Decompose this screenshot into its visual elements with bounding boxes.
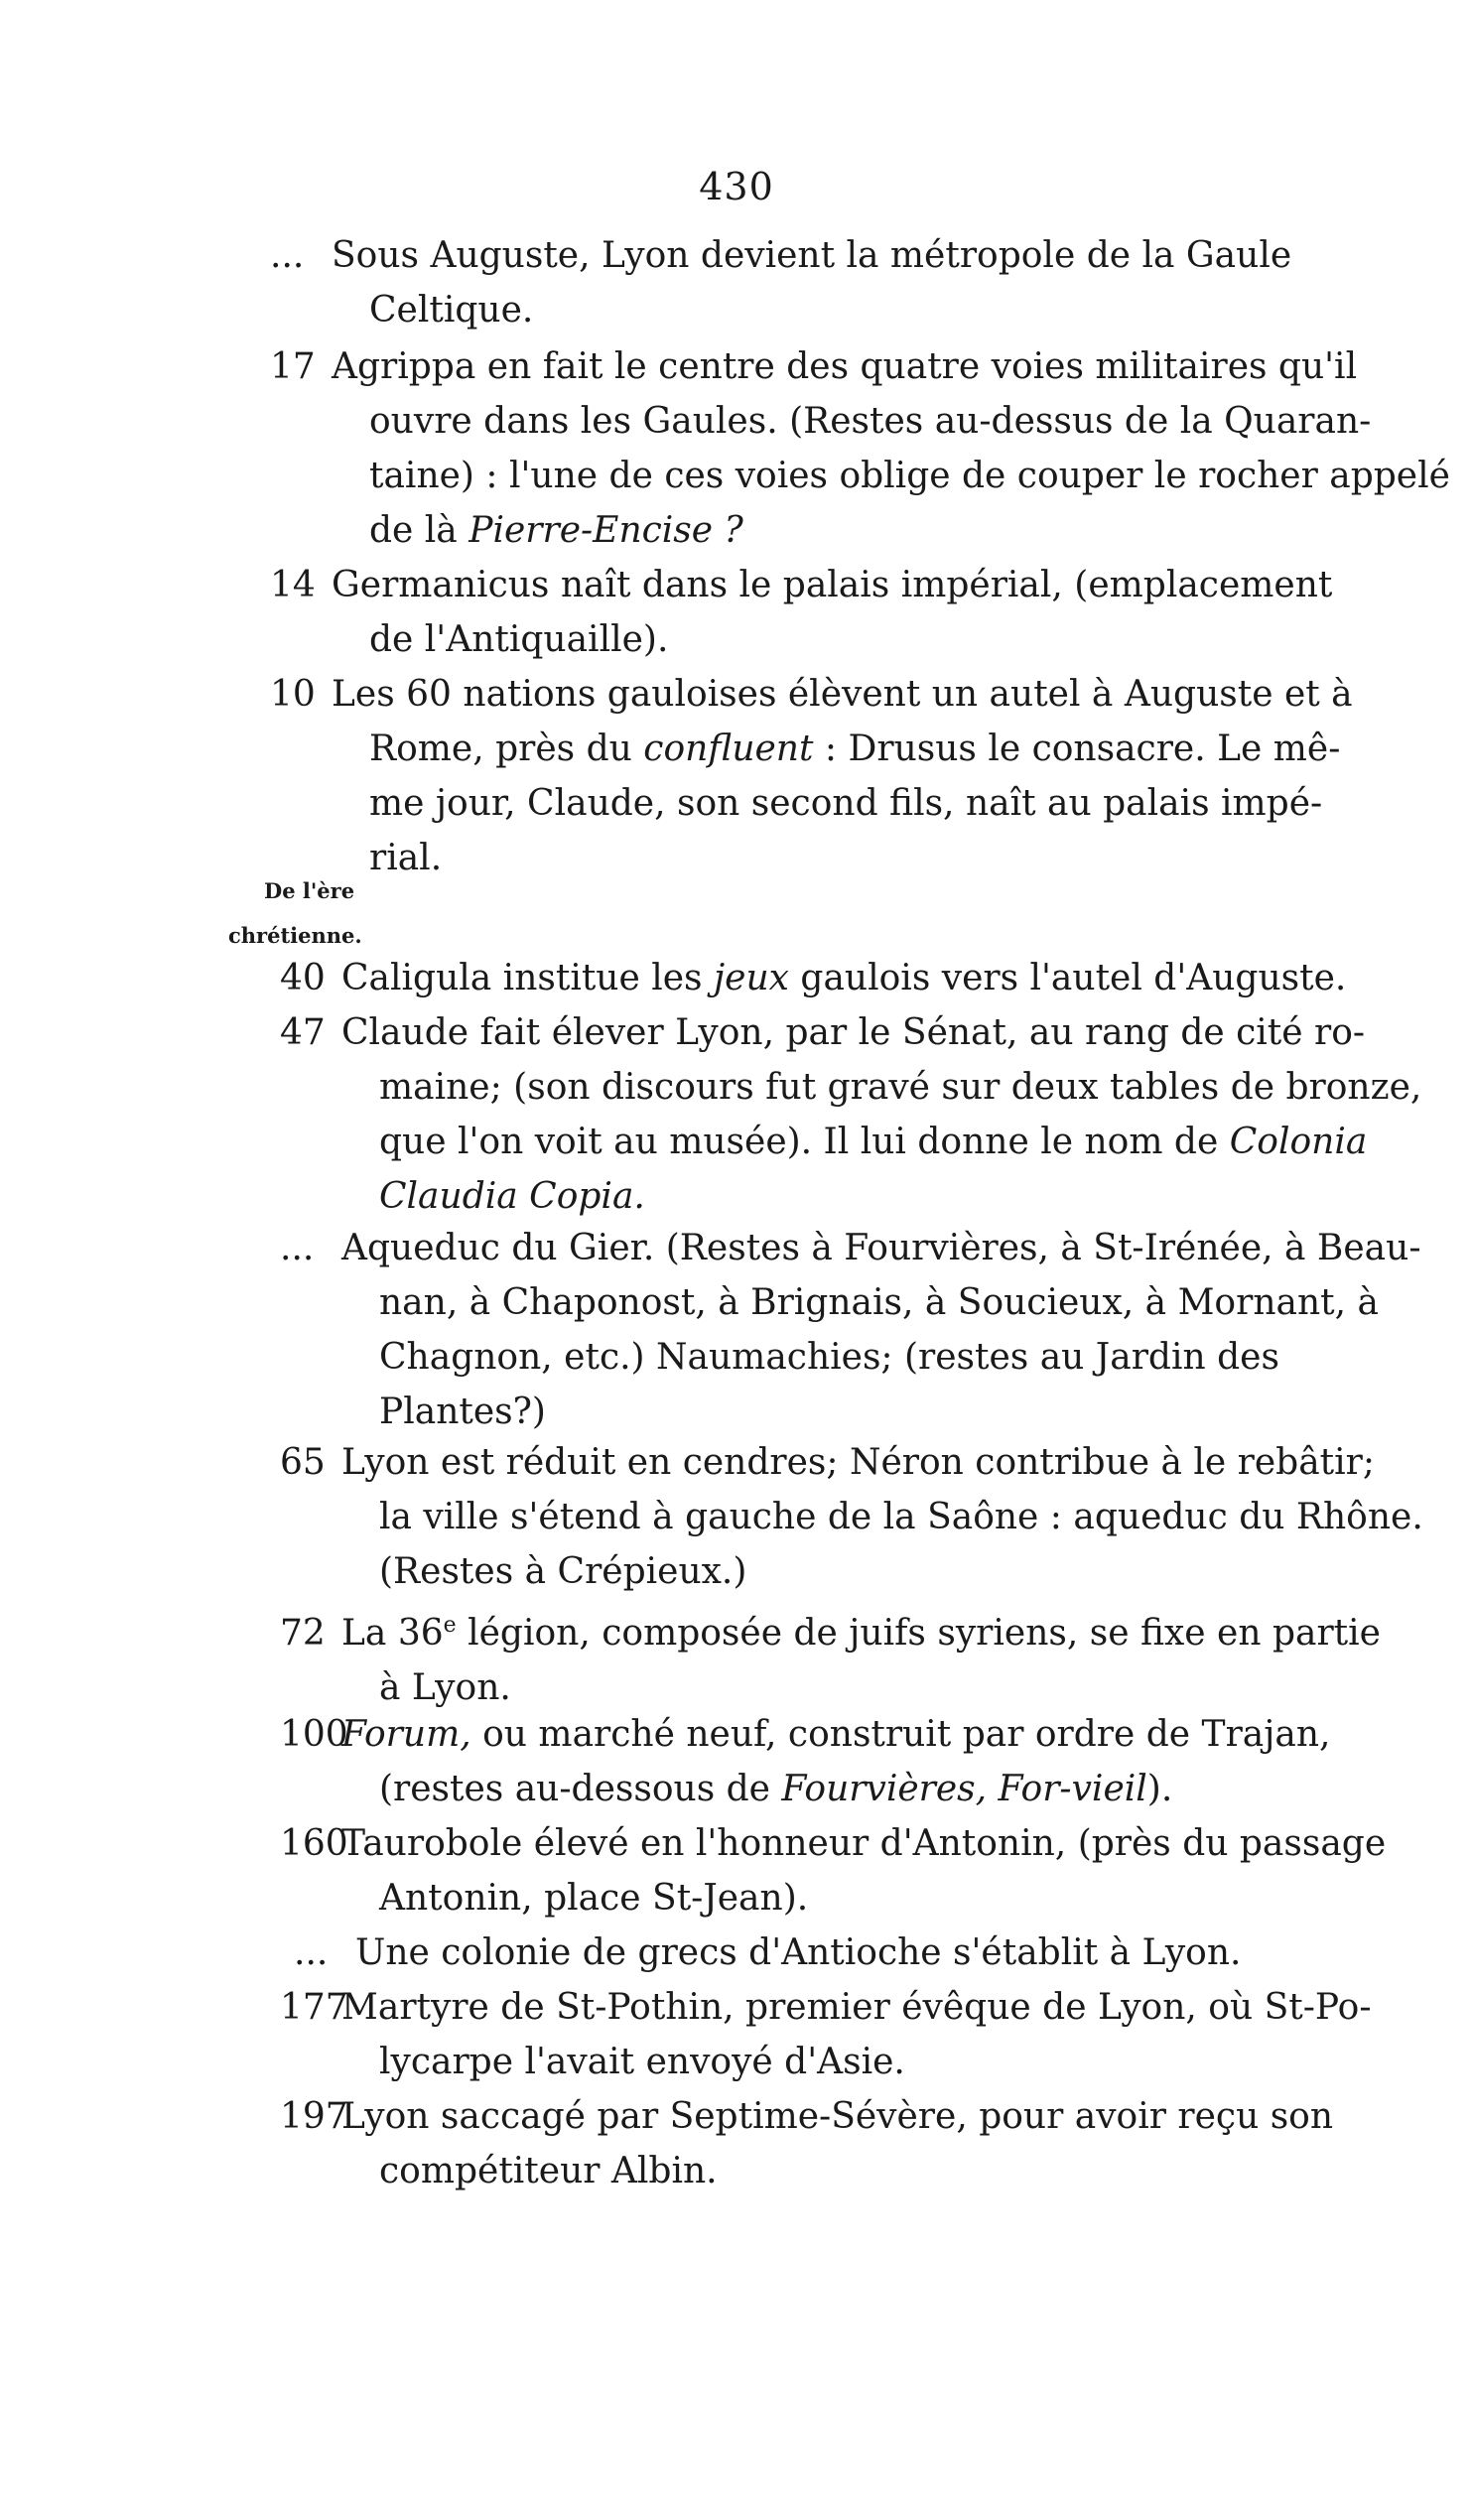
chronology-entry xyxy=(280,2089,1390,2198)
entry-text: gaulois vers l'autel d'Auguste. xyxy=(800,958,1347,998)
entry-year: 65 xyxy=(280,1442,326,1483)
entry-year: 72 xyxy=(280,1613,326,1654)
entry-year: 160 xyxy=(280,1823,348,1864)
era-label-line2: chrétienne. xyxy=(228,923,362,948)
entry-text: la ville s'étend à gauche de la Saône : aqueduc du Rhône. xyxy=(379,1497,1423,1537)
entry-year: 197 xyxy=(280,2096,348,2137)
entry-year: 177 xyxy=(280,1987,348,2028)
chronology-entry xyxy=(280,1435,1423,1599)
entry-italic-text: Colonia xyxy=(1229,1122,1368,1162)
entry-italic-text: Forum, xyxy=(341,1714,471,1755)
entry-text: Celtique. xyxy=(369,290,534,331)
entry-text: La 36 xyxy=(341,1613,444,1654)
entry-text: : Drusus le consacre. Le mê- xyxy=(824,729,1341,769)
entry-text: me jour, Claude, son second fils, naît au palais impé- xyxy=(369,783,1323,824)
entry-year: ... xyxy=(270,235,305,276)
chronology-entry xyxy=(280,1598,1390,1715)
chronology-entry xyxy=(270,228,1380,337)
entry-year: ... xyxy=(294,1932,329,1973)
chronology-entry xyxy=(280,1005,1422,1224)
entry-text: compétiteur Albin. xyxy=(379,2151,718,2191)
entry-text: de l'Antiquaille). xyxy=(369,619,669,660)
entry-italic-text: Fourvières, For-vieil xyxy=(781,1769,1147,1809)
entry-text: taine) : l'une de ces voies oblige de couper le rocher appelé xyxy=(369,456,1450,496)
entry-text: Plantes?) xyxy=(379,1392,546,1432)
entry-year: ... xyxy=(280,1228,315,1268)
entry-year: 100 xyxy=(280,1714,348,1755)
entry-italic-text: Pierre-Encise ? xyxy=(469,510,743,551)
entry-italic-text: confluent xyxy=(643,729,814,769)
page-number: 430 xyxy=(699,165,774,208)
entry-text: lycarpe l'avait envoyé d'Asie. xyxy=(379,2042,905,2082)
entry-superscript: e xyxy=(443,1613,457,1638)
entry-italic-text: Claudia Copia. xyxy=(379,1176,645,1217)
chronology-entry xyxy=(294,1925,1404,1980)
entry-text: maine; (son discours fut gravé sur deux tables de bronze, xyxy=(379,1067,1422,1108)
entry-year: 10 xyxy=(270,674,316,715)
entry-text: (Restes à Crépieux.) xyxy=(379,1551,747,1592)
chronology-entry xyxy=(270,667,1380,885)
chronology-entry xyxy=(270,339,1450,558)
entry-text: Lyon saccagé par Septime-Sévère, pour avoir reçu son xyxy=(341,2096,1334,2137)
entry-italic-text: jeux xyxy=(714,958,789,998)
entry-text: Antonin, place St-Jean). xyxy=(379,1878,809,1919)
chronology-entry xyxy=(280,1707,1390,1816)
entry-year: 14 xyxy=(270,565,316,605)
chronology-entry xyxy=(280,1816,1390,1925)
chronology-entry xyxy=(270,558,1380,667)
chronology-entry xyxy=(280,1980,1390,2089)
entry-text: (restes au-dessous de xyxy=(379,1769,770,1809)
entry-text: Chagnon, etc.) Naumachies; (restes au Jardin des xyxy=(379,1337,1279,1378)
chronology-entry xyxy=(280,951,1390,1005)
entry-text: ). xyxy=(1146,1769,1173,1809)
chronology-entry xyxy=(280,1221,1421,1439)
entry-text: Germanicus naît dans le palais impérial, (emplacement xyxy=(332,565,1333,605)
entry-text: Lyon est réduit en cendres; Néron contribue à le rebâtir; xyxy=(341,1442,1375,1483)
entry-text: Rome, près du xyxy=(369,729,632,769)
entry-text: rial. xyxy=(369,838,443,878)
entry-text: ouvre dans les Gaules. (Restes au-dessus de la Quaran- xyxy=(369,401,1372,442)
entry-text: Les 60 nations gauloises élèvent un autel à Auguste et à xyxy=(332,674,1353,715)
entry-text: nan, à Chaponost, à Brignais, à Soucieux, à Mornant, à xyxy=(379,1282,1379,1323)
entry-text: légion, composée de juifs syriens, se fixe en partie xyxy=(468,1613,1381,1654)
entry-text: ou marché neuf, construit par ordre de Trajan, xyxy=(482,1714,1331,1755)
entry-text: que l'on voit au musée). Il lui donne le nom de xyxy=(379,1122,1219,1162)
entry-text: Claude fait élever Lyon, par le Sénat, au rang de cité ro- xyxy=(341,1012,1366,1053)
entry-text: Caligula institue les xyxy=(341,958,703,998)
entry-text: à Lyon. xyxy=(379,1667,511,1708)
era-label-line1: De l'ère xyxy=(264,878,355,903)
entry-year: 40 xyxy=(280,958,326,998)
entry-text: Une colonie de grecs d'Antioche s'établit à Lyon. xyxy=(355,1932,1242,1973)
entry-text: Sous Auguste, Lyon devient la métropole de la Gaule xyxy=(332,235,1292,276)
entry-text: Taurobole élevé en l'honneur d'Antonin, (près du passage xyxy=(341,1823,1387,1864)
entry-text: Martyre de St-Pothin, premier évêque de Lyon, où St-Po- xyxy=(341,1987,1372,2028)
entry-text: Agrippa en fait le centre des quatre voies militaires qu'il xyxy=(332,346,1358,387)
entry-year: 47 xyxy=(280,1012,326,1053)
entry-text: de là xyxy=(369,510,458,551)
entry-text: Aqueduc du Gier. (Restes à Fourvières, à St-Irénée, à Beau- xyxy=(341,1228,1421,1268)
entry-year: 17 xyxy=(270,346,316,387)
